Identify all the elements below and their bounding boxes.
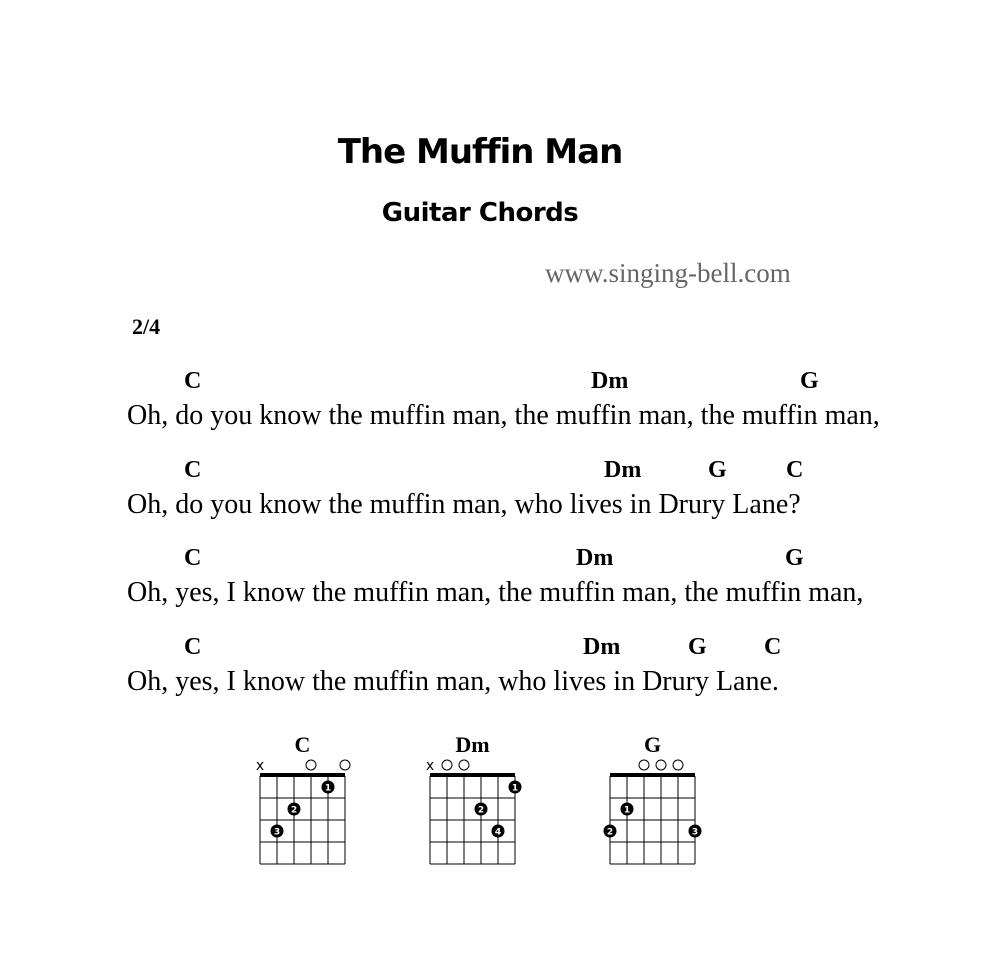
chord-diagram-g — [600, 728, 720, 878]
chord-label: G — [785, 545, 804, 571]
chord-label: C — [184, 457, 202, 483]
finger-number: 3 — [273, 827, 281, 838]
chord-label: G — [688, 634, 707, 660]
chord-diagram-name: C — [294, 732, 311, 757]
finger-number: 1 — [324, 783, 332, 794]
chord-label: C — [184, 368, 202, 394]
verse-3 — [0, 545, 1000, 635]
finger-number: 2 — [290, 805, 298, 816]
chord-diagram-svg — [420, 728, 540, 878]
chord-label: G — [708, 457, 727, 483]
chord-label: G — [800, 368, 819, 394]
open-string-marker — [340, 760, 350, 770]
muted-string-marker: x — [255, 758, 265, 774]
chord-label: C — [184, 634, 202, 660]
chord-label: C — [184, 545, 202, 571]
song-subtitle: Guitar Chords — [381, 198, 579, 228]
chord-label: Dm — [591, 368, 629, 394]
finger-number: 2 — [606, 827, 614, 838]
lyric-line: Oh, yes, I know the muffin man, the muffin man, the muffin man, — [127, 577, 864, 608]
chord-label: C — [786, 457, 804, 483]
open-string-marker — [656, 760, 666, 770]
nut — [610, 773, 695, 777]
finger-number: 4 — [494, 827, 502, 838]
chord-diagram-svg — [600, 728, 720, 878]
finger-number: 3 — [691, 827, 699, 838]
song-title: The Muffin Man — [337, 132, 623, 172]
chord-label: Dm — [583, 634, 621, 660]
chord-label: C — [764, 634, 782, 660]
open-string-marker — [639, 760, 649, 770]
open-string-marker — [459, 760, 469, 770]
open-string-marker — [673, 760, 683, 770]
open-string-marker — [442, 760, 452, 770]
website-url: www.singing-bell.com — [545, 258, 791, 288]
chord-diagram-c — [250, 728, 370, 878]
finger-number: 2 — [477, 805, 485, 816]
nut — [430, 773, 515, 777]
chord-label: Dm — [604, 457, 642, 483]
open-string-marker — [306, 760, 316, 770]
lyric-line: Oh, yes, I know the muffin man, who lives in Drury Lane. — [127, 666, 779, 697]
nut — [260, 773, 345, 777]
chord-diagram-svg — [250, 728, 370, 878]
verse-1 — [0, 368, 1000, 458]
chord-diagram-name: Dm — [455, 732, 490, 757]
finger-number: 1 — [511, 783, 519, 794]
verse-2 — [0, 457, 1000, 547]
verse-4 — [0, 634, 1000, 724]
chord-diagram-name: G — [643, 732, 662, 757]
lyric-line: Oh, do you know the muffin man, who lives in Drury Lane? — [127, 489, 801, 520]
chord-diagram-dm — [420, 728, 540, 878]
finger-number: 1 — [623, 805, 631, 816]
lyric-line: Oh, do you know the muffin man, the muffin man, the muffin man, — [127, 400, 880, 431]
chord-label: Dm — [576, 545, 614, 571]
muted-string-marker: x — [425, 758, 435, 774]
time-signature: 2/4 — [132, 314, 161, 339]
